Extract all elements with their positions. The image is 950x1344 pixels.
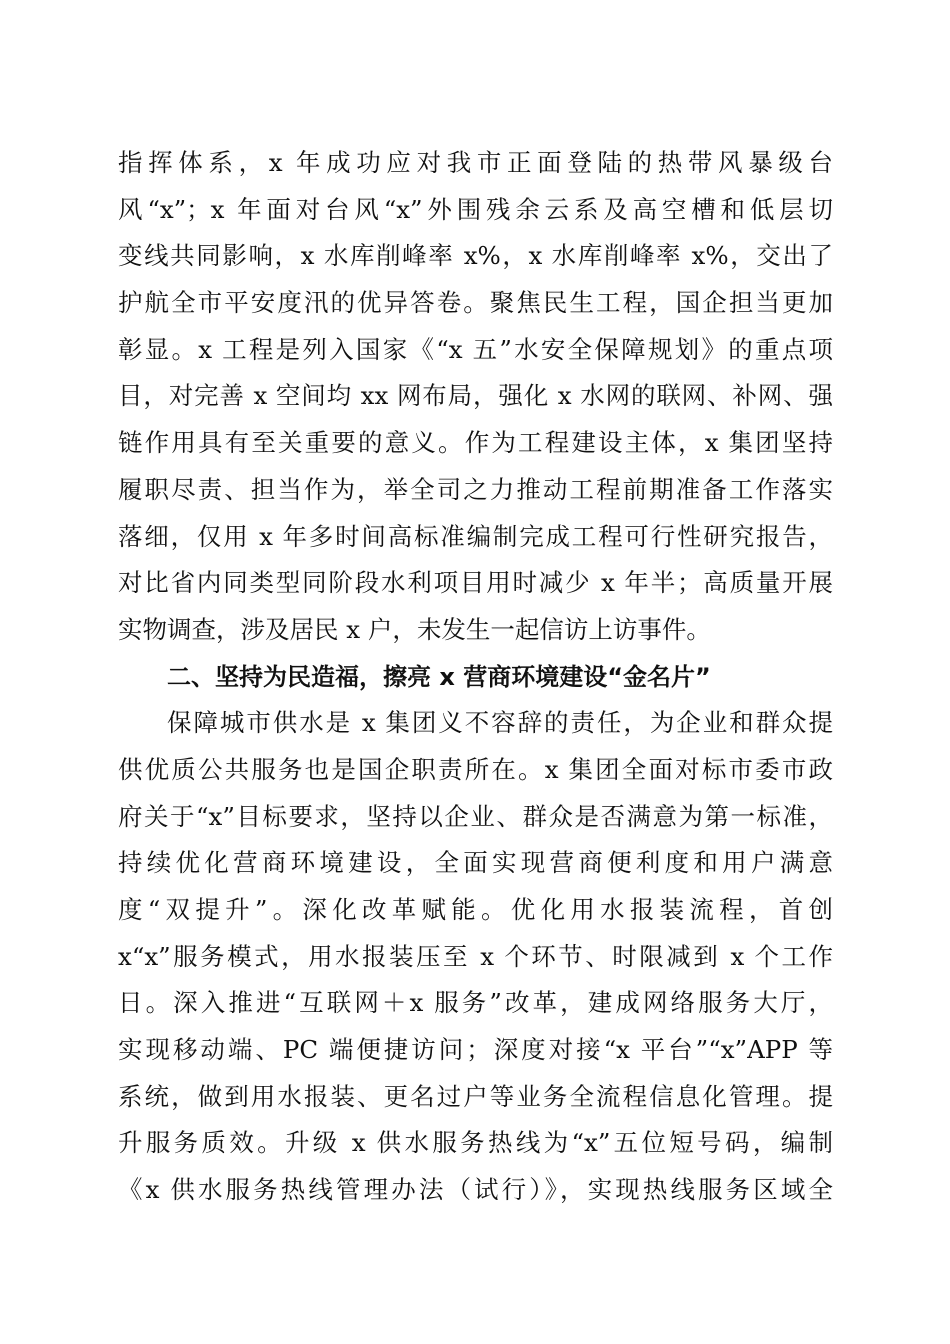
text-line: 府关于“x”目标要求，坚持以企业、群众是否满意为第一标准， <box>118 801 833 831</box>
text-line: 日。深入推进“互联网＋x 服务”改革，建成网络服务大厅， <box>118 988 833 1018</box>
text-line: 指挥体系，x 年成功应对我市正面登陆的热带风暴级台 <box>118 148 833 177</box>
text-line: 供优质公共服务也是国企职责所在。x 集团全面对标市委市政 <box>118 754 833 784</box>
text-line: 升服务质效。升级 x 供水服务热线为“x”五位短号码，编制 <box>118 1128 833 1158</box>
text-line: 落细，仅用 x 年多时间高标准编制完成工程可行性研究报告， <box>118 521 833 551</box>
text-line: 履职尽责、担当作为，举全司之力推动工程前期准备工作落实 <box>118 474 833 504</box>
text-line: 护航全市平安度汛的优异答卷。聚焦民生工程，国企担当更加 <box>118 288 833 318</box>
text-line: x“x”服务模式，用水报装压至 x 个环节、时限减到 x 个工作 <box>118 941 833 971</box>
text-line: 《x 供水服务热线管理办法（试行）》，实现热线服务区域全 <box>118 1175 833 1205</box>
text-line: 系统，做到用水报装、更名过户等业务全流程信息化管理。提 <box>118 1081 833 1111</box>
text-line: 链作用具有至关重要的意义。作为工程建设主体，x 集团坚持 <box>118 428 833 458</box>
text-line: 实现移动端、PC 端便捷访问；深度对接“x 平台”“x”APP 等 <box>118 1035 833 1065</box>
text-line: 彰显。x 工程是列入国家《“x 五”水安全保障规划》的重点项 <box>118 334 833 364</box>
paragraph-1 <box>118 140 833 654</box>
text-line: 对比省内同类型同阶段水利项目用时减少 x 年半；高质量开展 <box>118 568 833 598</box>
section-heading: 二、坚持为民造福，擦亮 x 营商环境建设“金名片” <box>167 662 711 691</box>
text-line: 变线共同影响，x 水库削峰率 x%，x 水库削峰率 x%，交出了 <box>118 241 833 271</box>
text-line: 持续优化营商环境建设，全面实现营商便利度和用户满意 <box>118 848 833 878</box>
text-line: 实物调查，涉及居民 x 户，未发生一起信访上访事件。 <box>118 614 711 644</box>
body-text <box>118 140 833 1214</box>
paragraph-2 <box>118 700 833 1214</box>
text-line: 度“双提升”。深化改革赋能。优化用水报装流程，首创 <box>118 895 833 924</box>
text-line: 保障城市供水是 x 集团义不容辞的责任，为企业和群众提 <box>167 708 833 738</box>
text-line: 目，对完善 x 空间均 xx 网布局，强化 x 水网的联网、补网、强 <box>118 381 833 411</box>
text-line: 风“x”；x 年面对台风“x”外围残余云系及高空槽和低层切 <box>118 194 833 224</box>
